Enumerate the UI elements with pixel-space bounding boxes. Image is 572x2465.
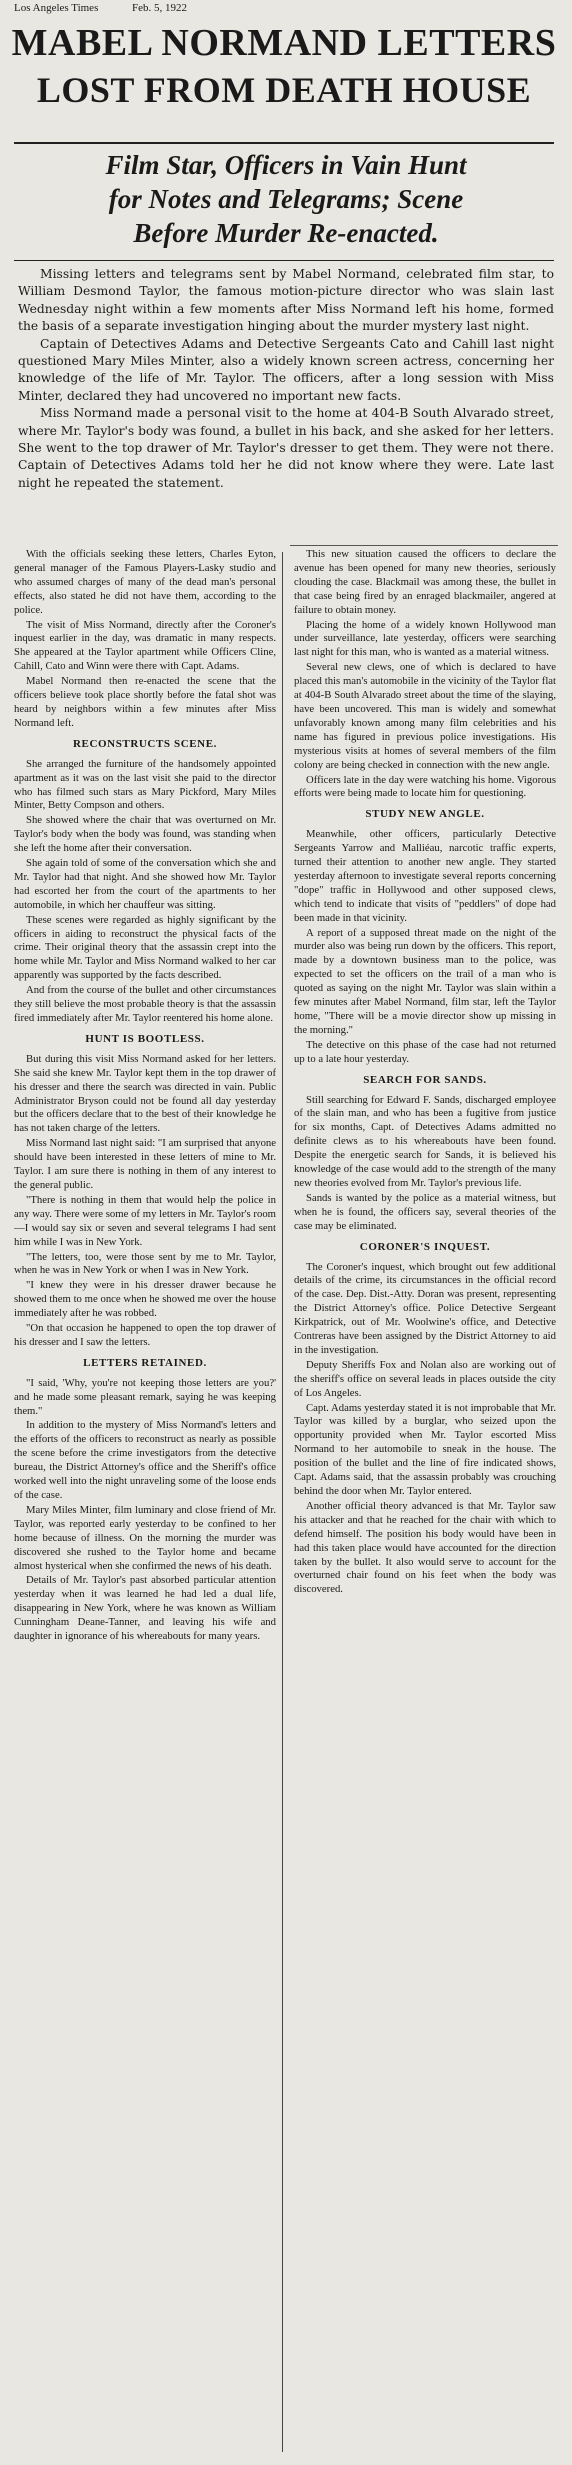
subheading: RECONSTRUCTS SCENE. [72, 737, 218, 750]
body-paragraph: And from the course of the bullet and other circumstances they still believe the most probable theory is that the assassin fired immediately after Mr. Taylor reentered his home alone. [14, 984, 276, 1024]
body-paragraph: In addition to the mystery of Miss Normand's letters and the efforts of the officers to reconstruct as nearly as possible the scene before the crime investigators from the detective bureau, the District Attorney's office and the Sheriff's office worked well into the night unraveling some of the loose ends of the case. [14, 1419, 276, 1501]
body-paragraph: The visit of Miss Normand, directly after the Coroner's inquest earlier in the day, was dramatic in many respects. She appeared at the Taylor apartment while Officers Cline, Cahill, Cato and Winn were there with Capt. Adams. [14, 618, 276, 673]
body-paragraph: Mary Miles Minter, film luminary and close friend of Mr. Taylor, was reported early yesterday to be confined to her home because of illness. On the morning the murder was discovered she rushed to the Taylor home and became almost hysterical when she confirmed the news of his death. [14, 1503, 276, 1572]
column-divider [282, 552, 283, 2452]
body-paragraph: Several new clews, one of which is declared to have placed this man's automobile in the vicinity of the Taylor flat at 404-B South Alvarado street about the time of the slaying, have been uncovered. This man is widely and somewhat unfavorably known among many film celebrities and his name has figured in previous police investigations. His mysterious visits at homes of several members of the film colony are being checked in connection with the new angle. [294, 661, 556, 771]
inset-box-rule [290, 545, 558, 546]
body-paragraph: She arranged the furniture of the handsomely appointed apartment as it was on the last visit she paid to the director who has filmed such stars as Mary Pickford, Mary Miles Minter, Betty Compson and others. [14, 757, 276, 812]
headline-line-1: MABEL NORMAND LETTERS [11, 22, 557, 64]
body-paragraph: Deputy Sheriffs Fox and Nolan also are working out of the sheriff's office on several leads in places outside the city of Los Angeles. [294, 1358, 556, 1399]
subheading: SEARCH FOR SANDS. [363, 1073, 487, 1086]
subheading: STUDY NEW ANGLE. [365, 808, 485, 821]
body-paragraph: These scenes were regarded as highly significant by the officers in aiding to reconstruct the physical facts of the crime. Their original theory that the assassin crept into the home while Mr. Taylor and Miss Normand walked to her car apparently was supported by the facts described. [14, 913, 276, 982]
body-paragraph: Details of Mr. Taylor's past absorbed particular attention yesterday when it was learned he had led a dual life, disappearing in New York, where he was known as William Cunningham Deane-Tanner, and leaving his wife and daughter in ignorance of his whereabouts for many years. [14, 1574, 276, 1643]
body-paragraph: This new situation caused the officers to declare the avenue has been opened for many new theories, seriously clouding the case. Blackmail was among these, the bullet in that case being fired by an enraged blackmailer, angered at failure to obtain money. [294, 548, 556, 616]
body-paragraph: With the officials seeking these letters, Charles Eyton, general manager of the Famous Players-Lasky studio and who assumed charges of many of the dead man's personal effects, also stated he did not have them, according to the police. [14, 548, 276, 616]
headline [10, 20, 558, 140]
body-paragraph: "On that occasion he happened to open the top drawer of his dresser and I saw the letters. [14, 1322, 276, 1348]
headline-line-2: LOST FROM DEATH HOUSE [36, 70, 532, 110]
masthead-source: Los Angeles Times [14, 2, 99, 14]
subheading: HUNT IS BOOTLESS. [85, 1032, 205, 1045]
right-column [294, 548, 556, 2458]
body-paragraph: Capt. Adams yesterday stated it is not improbable that Mr. Taylor was killed by a burglar, who seized upon the opportunity provided when Mr. Taylor escorted Miss Normand to her automobile to sneak in the house. The position of the bullet and the line of fire indicated shows, Capt. Adams said, that the assassin probably was crouching behind the door when Mr. Taylor entered. [294, 1401, 556, 1497]
left-column [14, 548, 276, 2458]
body-paragraph: "I knew they were in his dresser drawer because he showed them to me once when he showed me over the house immediately after he was robbed. [14, 1279, 276, 1320]
deck-line-1: Film Star, Officers in Vain Hunt [105, 150, 467, 180]
lead-paragraphs [18, 266, 554, 540]
lead-paragraph: Missing letters and telegrams sent by Mabel Normand, celebrated film star, to William Desmond Taylor, the famous motion-picture director who was slain last Wednesday night within a few moments after Miss Normand left his home, formed the basis of a separate investigation hinging about the murder mystery last night. [18, 267, 554, 334]
subheading: LETTERS RETAINED. [83, 1356, 207, 1369]
body-paragraph: Meanwhile, other officers, particularly Detective Sergeants Yarrow and Malliéau, narcotic traffic experts, turned their attention to another new angle. They started yesterday afternoon to investigate several reports concerning "dope" traffic in Hollywood and other supposed clews, which tend to indicate that visits of "peddlers" of dope had been made in that vicinity. [294, 828, 556, 924]
deck-divider [14, 260, 554, 261]
headline-divider [14, 142, 554, 144]
deck-headline [24, 148, 548, 256]
deck-line-3: Before Murder Re-enacted. [133, 218, 439, 248]
body-paragraph: Still searching for Edward F. Sands, discharged employee of the slain man, and who has been a fugitive from justice for six months, Capt. of Detectives Adams admitted no definite clews as to his whereabouts have been found. Despite the energetic search for Sands, it is believed his knowledge of the case would add to the strength of the many new theories evolved from Mr. Taylor's previous life. [294, 1093, 556, 1189]
body-paragraph: The Coroner's inquest, which brought out few additional details of the crime, its circumstances in the official record of the case. Dep. Dist.-Atty. Doran was present, representing the District Attorney's office. Police Detective Sergeant Kirkpatrick, out of Mr. Woolwine's office, and Detective Contreras have been assigned by the District Attorney to aid in the investigation. [294, 1260, 556, 1356]
body-paragraph: Sands is wanted by the police as a material witness, but when he is found, the officers say, several theories of the case may be eliminated. [294, 1191, 556, 1232]
masthead [14, 2, 554, 16]
body-paragraph: Miss Normand last night said: "I am surprised that anyone should have been interested in these letters of mine to Mr. Taylor. I am sure there is nothing in them of any interest to the general public. [14, 1137, 276, 1191]
body-paragraph: She showed where the chair that was overturned on Mr. Taylor's body when the body was found, was standing when she left the home after their conversation. [14, 814, 276, 855]
lead-paragraph: Captain of Detectives Adams and Detective Sergeants Cato and Cahill last night questioned Mary Miles Minter, also a widely known screen actress, concerning her knowledge of the life of Mr. Taylor. The officers, after a long session with Miss Minter, declared they had uncovered no important new facts. [18, 336, 554, 403]
body-paragraph: Another official theory advanced is that Mr. Taylor saw his attacker and that he reached for the chair with which to defend himself. The position his body would have been in had this taken place would have accounted for the direction taken by the bullet. It also would serve to account for the overturned chair found on his feet when the body was discovered. [294, 1499, 556, 1596]
body-paragraph: "I said, 'Why, you're not keeping those letters are you?' and he made some pleasant remark, saying he was keeping them." [14, 1376, 276, 1417]
body-paragraph: A report of a supposed threat made on the night of the murder also was being run down by the officers. This report, made by a downtown business man to the police, was expected to set the officers on the trail of a man who is quoted as saying on the night Mr. Taylor was slain within a few minutes after Mabel Normand, film star, left the Taylor home, "There will be a movie director show up missing in the morning." [294, 926, 556, 1036]
body-paragraph: But during this visit Miss Normand asked for her letters. She said she knew Mr. Taylor kept them in the top drawer of his dresser and there the search was directed in vain. Public Administrator Bryson could not be found all day yesterday but the officers declare that to the best of their knowledge he has not taken charge of the letters. [14, 1052, 276, 1135]
body-paragraph: Mabel Normand then re-enacted the scene that the officers believe took place shortly before the fatal shot was heard by neighbors within a few minutes after Miss Normand left. [14, 675, 276, 729]
body-paragraph: Placing the home of a widely known Hollywood man under surveillance, late yesterday, officers were searching last night for this man, who is wanted as a material witness. [294, 618, 556, 659]
body-paragraph: "The letters, too, were those sent by me to Mr. Taylor, when he was in New York or when I was in New York. [14, 1250, 276, 1277]
body-paragraph: The detective on this phase of the case had not returned up to a late hour yesterday. [294, 1038, 556, 1065]
masthead-date: Feb. 5, 1922 [132, 2, 187, 14]
body-paragraph: "There is nothing in them that would help the police in any way. There were some of my letters in Mr. Taylor's room—I would say six or seven and several telegrams I had sent him while I was in New York. [14, 1193, 276, 1248]
subheading: CORONER'S INQUEST. [359, 1240, 491, 1253]
body-paragraph: Officers late in the day were watching his home. Vigorous efforts were being made to locate him for questioning. [294, 773, 556, 800]
deck-line-2: for Notes and Telegrams; Scene [108, 184, 464, 214]
lead-paragraph: Miss Normand made a personal visit to the home at 404-B South Alvarado street, where Mr. Taylor's body was found, a bullet in his back, and she asked for her letters. She went to the top drawer of Mr. Taylor's dresser to get them. They were not there. Captain of Detectives Adams told her he did not know where they were. Late last night he repeated the statement. [18, 406, 554, 490]
body-paragraph: She again told of some of the conversation which she and Mr. Taylor had that night. And she showed how Mr. Taylor had escorted her from the court of the apartments to her automobile, in which her chauffeur was sitting. [14, 857, 276, 911]
